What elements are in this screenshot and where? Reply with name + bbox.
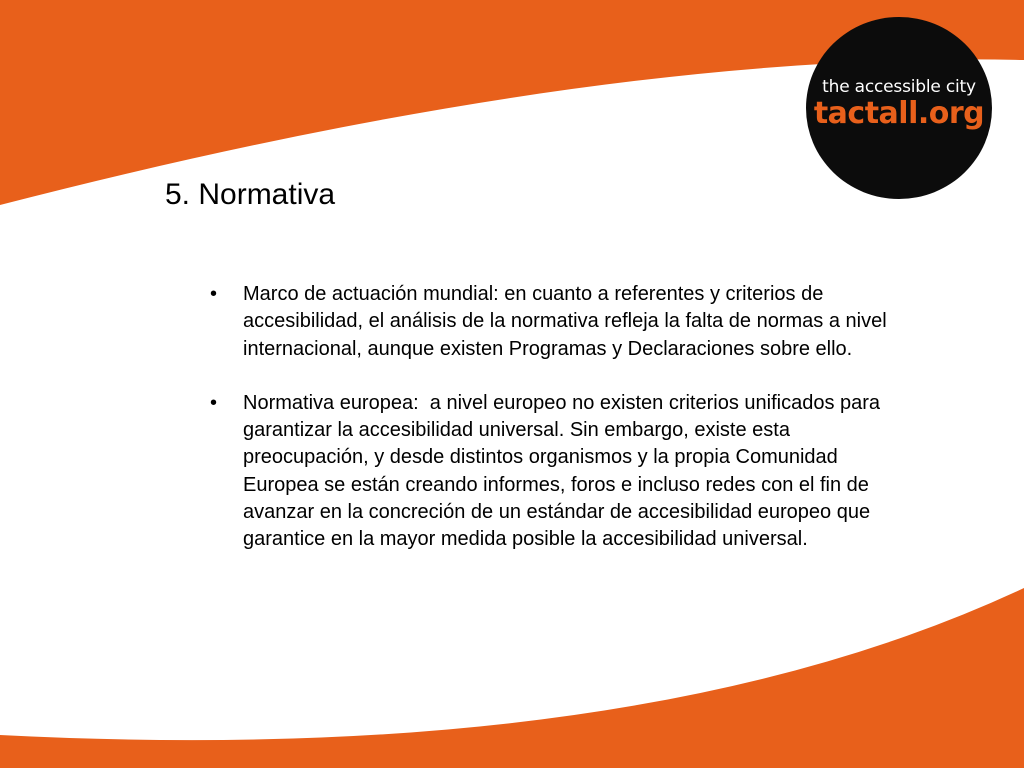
- bullet-heading: Marco de actuación mundial:: [243, 283, 499, 305]
- bottom-orange-swoosh: [0, 588, 1024, 768]
- bullet-text: en cuanto a referentes y criterios de accesibilidad, el análisis de la normativa refleja la falta de normas a nivel internacional, aunque existen Programas y Declaraciones sobre ello.: [243, 283, 887, 360]
- bullet-list: [210, 281, 910, 581]
- bullet-text-part-1: a nivel europeo no existen criterios unificados para garantizar la accesibilidad universal. Sin embargo, existe esta preocupación, y desde distintos organismos y la propia: [243, 391, 886, 469]
- logo-domain: tactall.org: [813, 96, 985, 131]
- bullet-symbol: •: [210, 283, 218, 305]
- bullet-item-marco-mundial: [210, 281, 910, 363]
- bullet-emphasis: Comunidad Europea: [243, 446, 838, 496]
- bullet-text-part-2: se están creando informes, foros e incluso redes con el fin de avanzar en la concreción de un estándar de accesibilidad europeo que garantice en la mayor medida posible la accesibilidad universal.: [243, 473, 871, 551]
- bullet-symbol: •: [210, 391, 218, 414]
- slide-title: 5. Normativa: [165, 178, 336, 211]
- logo-tagline: the accessible city: [822, 77, 976, 97]
- bullet-item-normativa-europea: [210, 390, 910, 554]
- tactall-logo: [806, 17, 992, 199]
- bullet-heading: Normativa europea:: [243, 391, 419, 414]
